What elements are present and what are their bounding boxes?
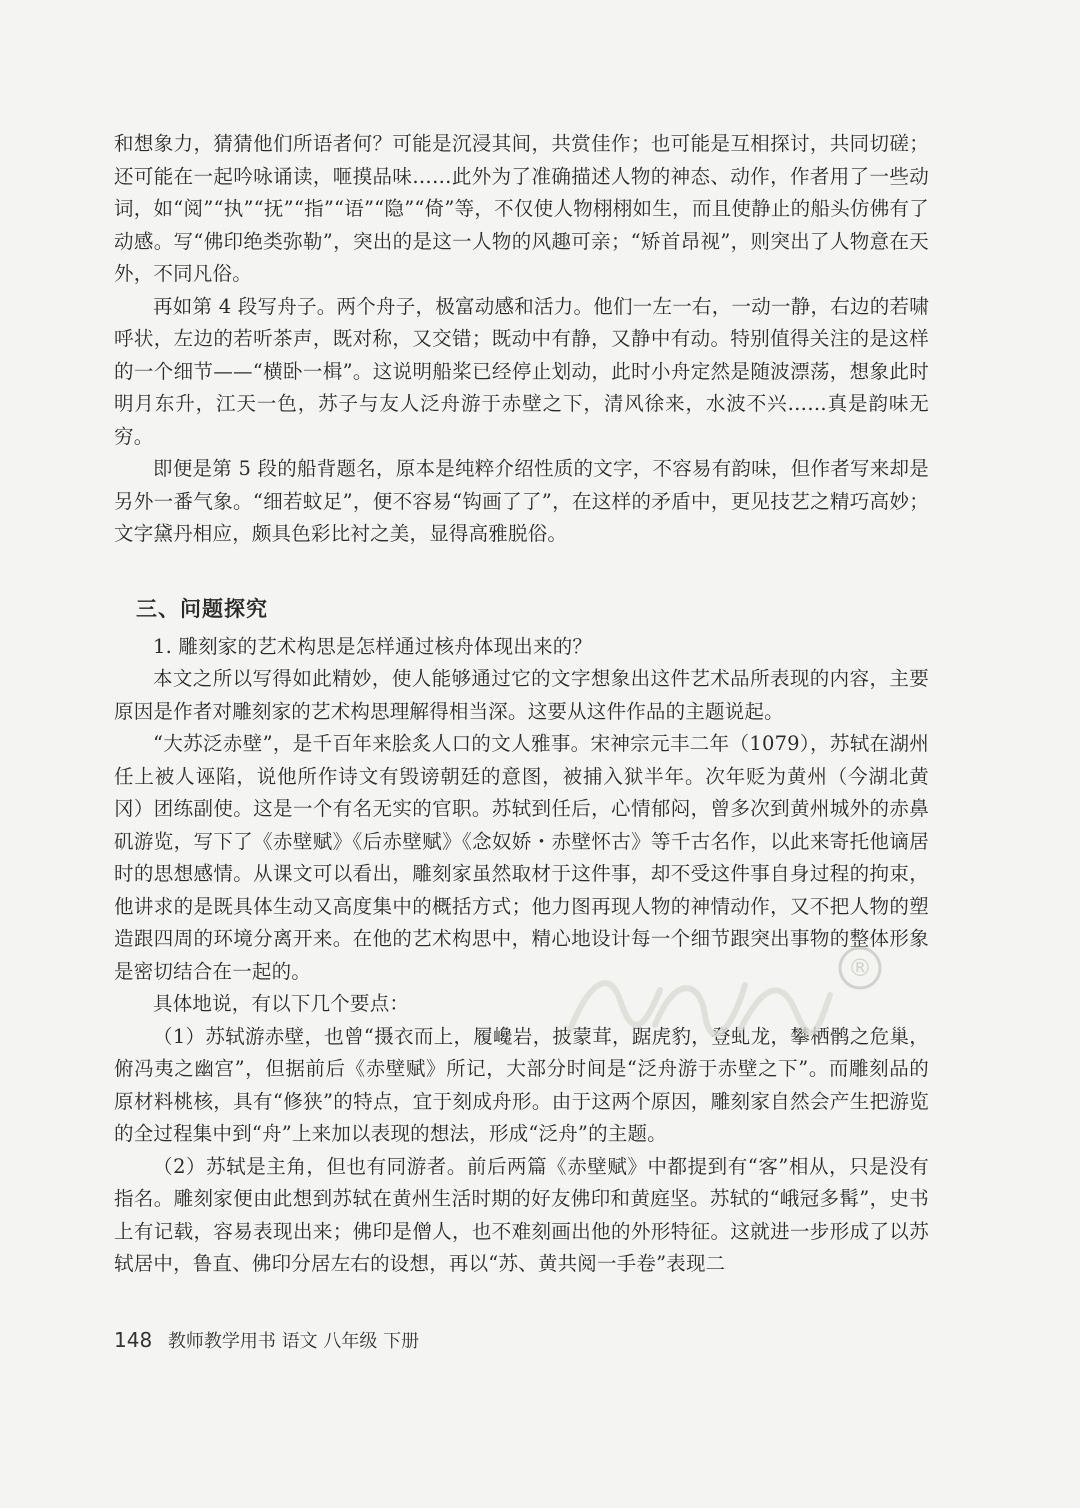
paragraph-history: “大苏泛赤壁”，是千百年来脍炙人口的文人雅事。宋神宗元丰二年（1079），苏轼在湖州任上被人诬陷，说他所作诗文有毁谤朝廷的意图，被捕入狱半年。次年贬为黄州（今湖北黄冈）团练副使。这是一个有名无实的官职。苏轼到任后，心情郁闷，曾多次到黄州城外的赤鼻矶游览，写下了《赤壁赋》《后赤壁赋》《念奴娇・赤壁怀古》等千古名作，以此来寄托他谪居时的思想感情。从课文可以看出，雕刻家虽然取材于这件事，却不受这件事自身过程的拘束，他讲求的是既具体生动又高度集中的概括方式；他力图再现人物的神情动作，又不把人物的塑造跟四周的环境分离开来。在他的艺术构思中，精心地设计每一个细节跟突出事物的整体形象是密切结合在一起的。 (114, 732, 929, 983)
question-heading: 1. 雕刻家的艺术构思是怎样通过核舟体现出来的？ (153, 634, 593, 658)
paragraph-points-lead: 具体地说，有以下几个要点： (153, 992, 410, 1015)
page-body (114, 128, 929, 1281)
paragraph-point-2: （2）苏轼是主角，但也有同游者。前后两篇《赤壁赋》中都提到有“客”相从，只是没有指名。雕刻家便由此想到苏轼在黄州生活时期的好友佛印和黄庭坚。苏轼的“峨冠多髯”，史书上有记载，容易表现出来；佛印是僧人，也不难刻画出他的外形特征。这就进一步形成了以苏轼居中，鲁直、佛印分居左右的设想，再以“苏、黄共阅一手卷”表现二 (114, 1154, 929, 1275)
page-number: 148 (114, 1328, 153, 1352)
page-footer (114, 1327, 419, 1353)
paragraph-intro: 本文之所以写得如此精妙，使人能够通过它的文字想象出这件艺术品所表现的内容，主要原因是作者对雕刻家的艺术构思理解得相当深。这要从这件作品的主题说起。 (114, 667, 929, 723)
paragraph-continuation: 和想象力，猜猜他们所语者何？可能是沉浸其间，共赏佳作；也可能是互相探讨，共同切磋；还可能在一起吟咏诵读，咂摸品味……此外为了准确描述人物的神态、动作，作者用了一些动词，如“阅”“执”“抚”“指”“语”“隐”“倚”等，不仅使人物栩栩如生，而且使静止的船头仿佛有了动感。写“佛印绝类弥勒”，突出的是这一人物的风趣可亲；“矫首昂视”，则突出了人物意在天外，不同凡俗。 (114, 132, 929, 285)
paragraph-point-1: （1）苏轼游赤壁，也曾“摄衣而上，履巉岩，披蒙茸，踞虎豹，登虬龙，攀栖鹘之危巢，俯冯夷之幽宫”，但据前后《赤壁赋》所记，大部分时间是“泛舟游于赤壁之下”。而雕刻品的原材料桃核，具有“修狭”的特点，宜于刻成舟形。由于这两个原因，雕刻家自然会产生把游览的全过程集中到“舟”上来加以表现的想法，形成“泛舟”的主题。 (114, 1024, 929, 1145)
registered-mark: ® (848, 954, 872, 982)
book-title: 教师教学用书 语文 八年级 下册 (167, 1331, 420, 1352)
paragraph-inscription: 即便是第 5 段的船背题名，原本是纯粹介绍性质的文字，不容易有韵味，但作者写来却是另外一番气象。“细若蚊足”，便不容易“钩画了了”，在这样的矛盾中，更见技艺之精巧高妙；文字黛丹相应，颇具色彩比衬之美，显得高雅脱俗。 (114, 457, 929, 545)
paragraph-boatmen: 再如第 4 段写舟子。两个舟子，极富动感和活力。他们一左一右，一动一静，右边的若啸呼状，左边的若听茶声，既对称，又交错；既动中有静，又静中有动。特别值得关注的是这样的一个细节——“横卧一楫”。这说明船桨已经停止划动，此时小舟定然是随波漂荡，想象此时明月东升，江天一色，苏子与友人泛舟游于赤壁之下，清风徐来，水波不兴……真是韵味无穷。 (114, 294, 929, 448)
section-heading: 三、问题探究 (136, 596, 268, 621)
